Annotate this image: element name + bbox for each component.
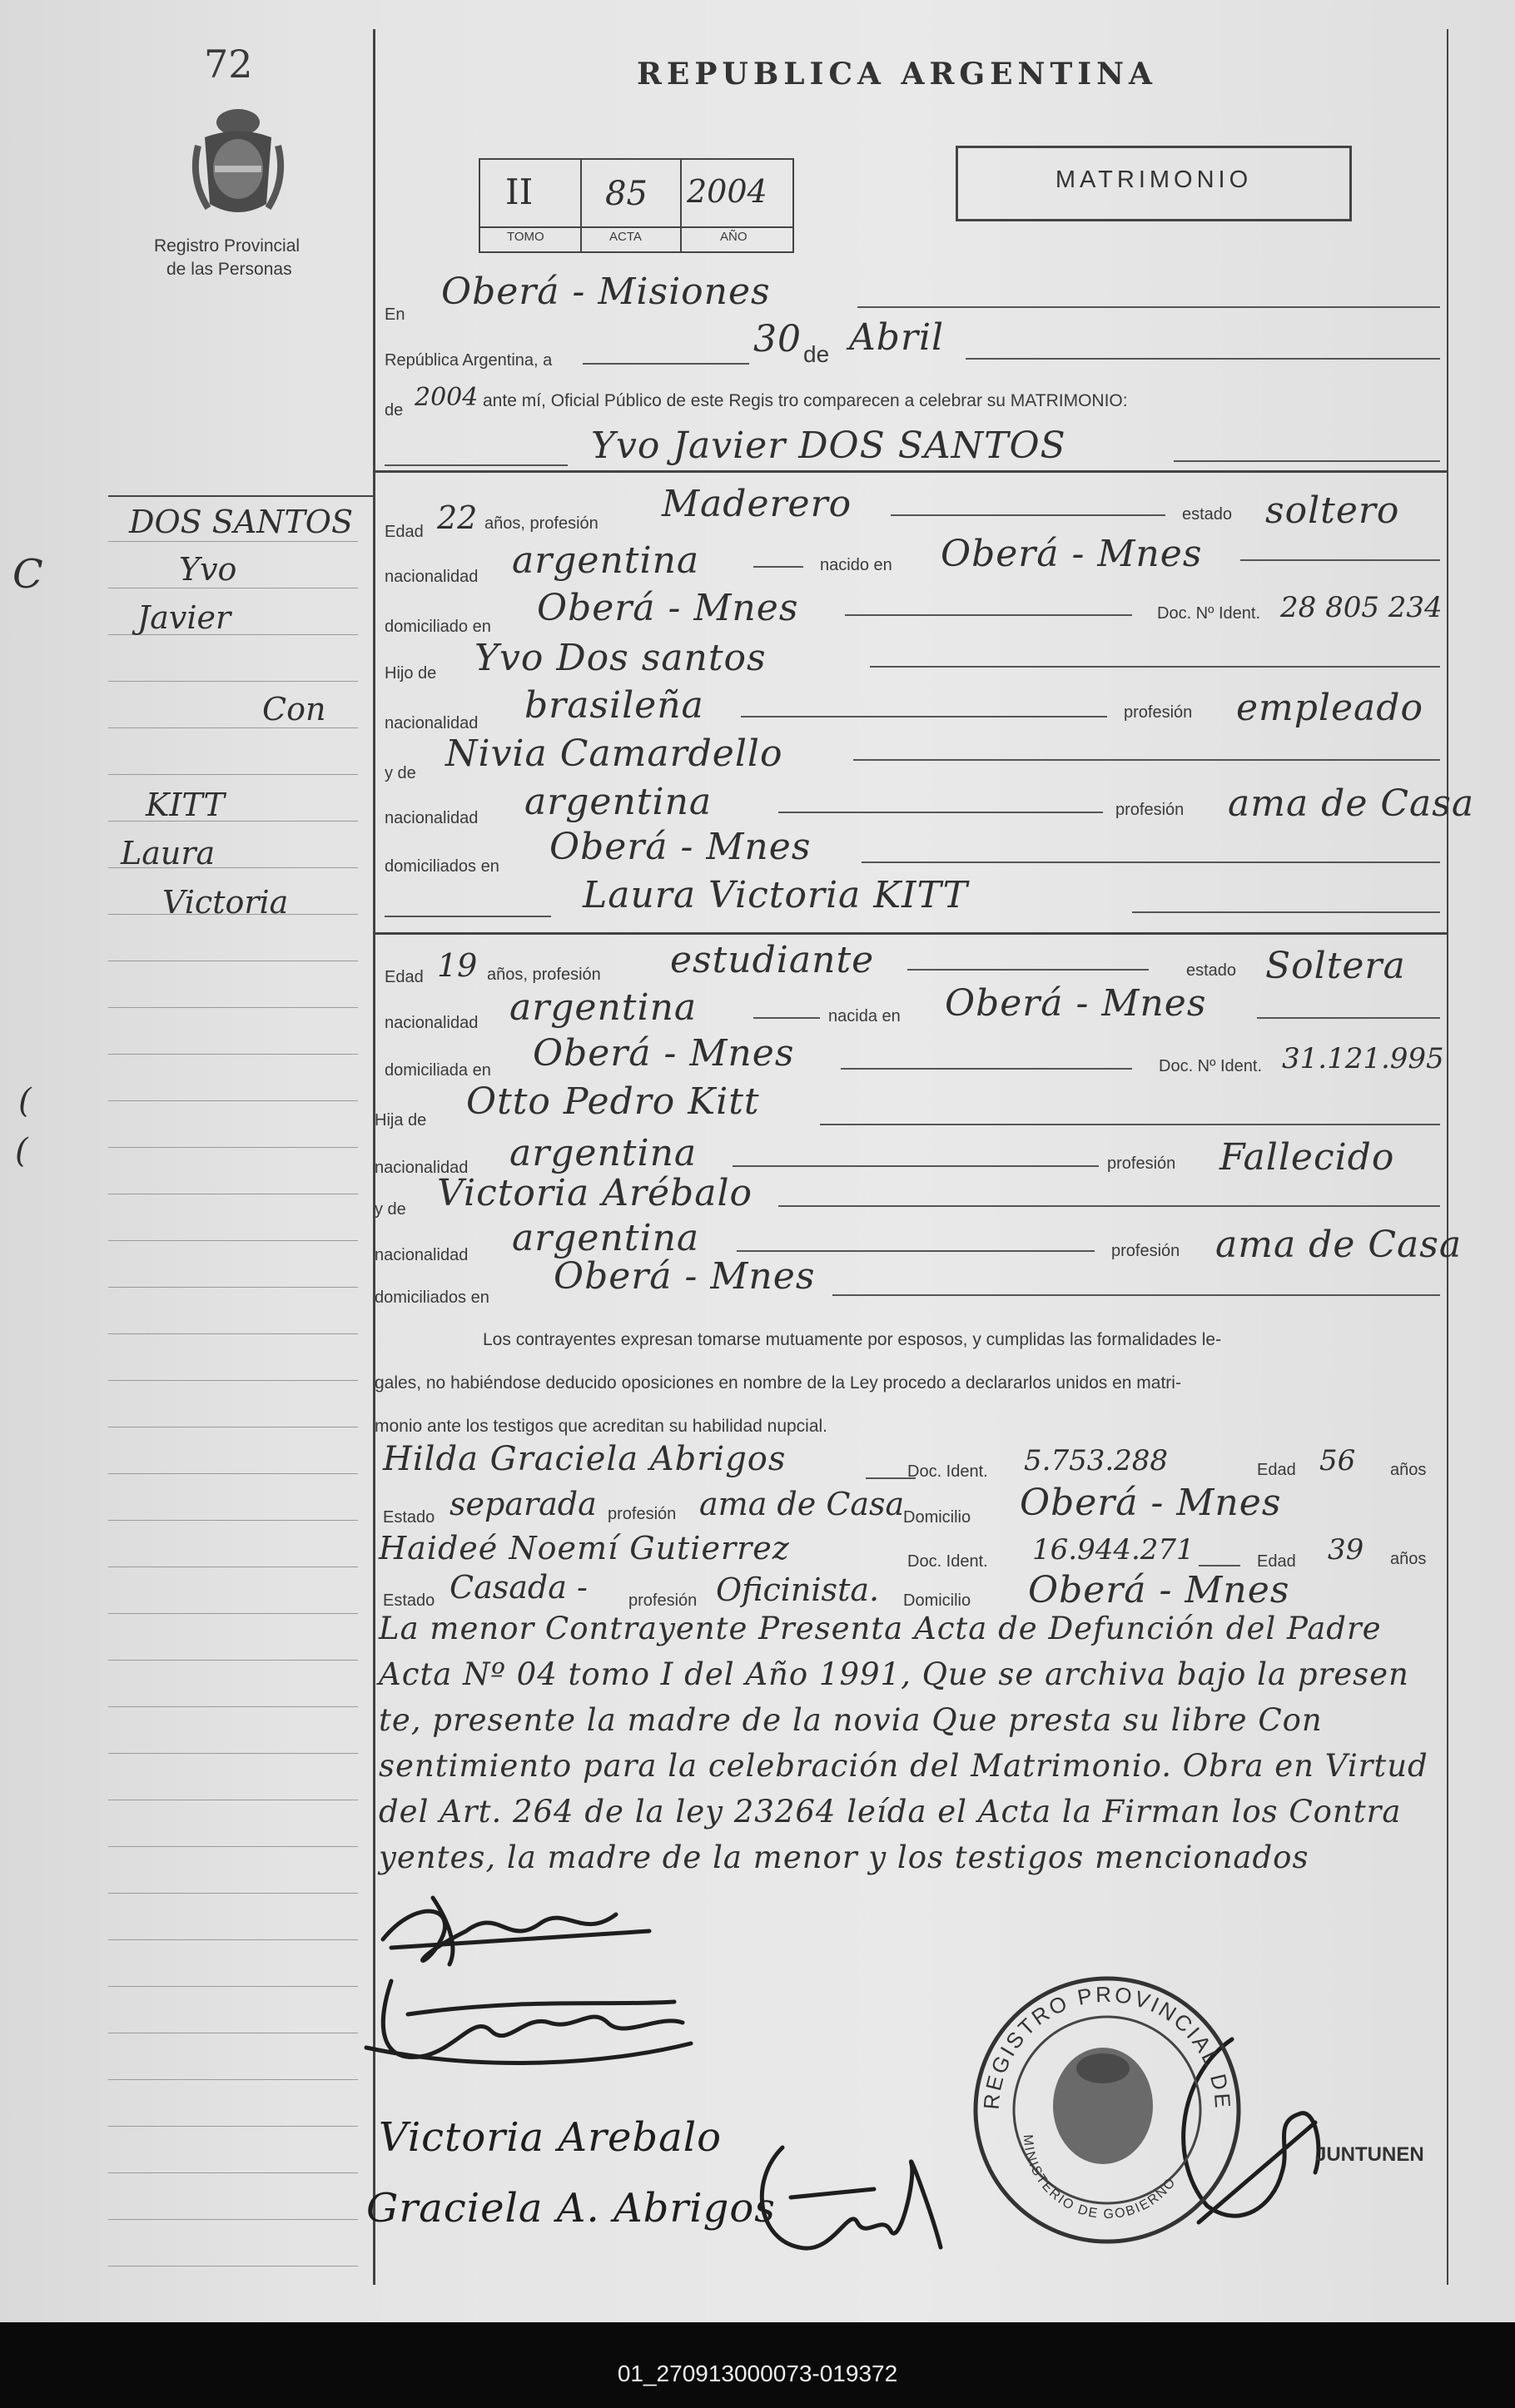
record-type-box (956, 146, 1352, 221)
witness2-name: Haideé Noemí Gutierrez (379, 1530, 790, 1566)
witness2-doc-label: Doc. Ident. (907, 1552, 988, 1571)
witness1-domicilio: Oberá - Mnes (1020, 1482, 1282, 1524)
groom-father-nac-label: nacionalidad (385, 714, 479, 732)
bride-profesion: estudiante (670, 939, 875, 981)
bride-doc: 31.121.995 (1282, 1042, 1444, 1075)
tomo-value: II (505, 171, 534, 212)
note-line: te, presente la madre de la novia Que presta su libre Con (379, 1702, 1323, 1738)
bride-nacida-label: nacida en (828, 1007, 901, 1025)
witness2-domicilio: Oberá - Mnes (1028, 1569, 1290, 1611)
note-line: del Art. 264 de la ley 23264 leída el Acta la Firman los Contra (379, 1794, 1402, 1830)
groom-dom-label: domiciliado en (385, 618, 491, 636)
bride-mother-prof: ama de Casa (1215, 1224, 1463, 1266)
bride-father-nac-label: nacionalidad (375, 1159, 469, 1177)
bride-estado: Soltera (1265, 945, 1406, 987)
bride-estado-label: estado (1186, 961, 1237, 980)
witness2-anos-label: años (1390, 1550, 1427, 1568)
witness2-estado: Casada - (450, 1569, 588, 1606)
official-seal (966, 1969, 1249, 2252)
groom-full-name: Yvo Javier DOS SANTOS (591, 425, 1066, 467)
body-text-line2: gales, no habiéndose deducido oposiciones en nombre de la Ley procedo a declararlos unidos en matri- (375, 1373, 1181, 1393)
witness1-edad: 56 (1319, 1444, 1356, 1477)
signature-bride (358, 1964, 708, 2073)
witness2-edad: 39 (1328, 1533, 1364, 1566)
country-title: REPUBLICA ARGENTINA (637, 57, 1157, 92)
registration-table (479, 158, 794, 253)
bride-dom-label: domiciliada en (385, 1061, 491, 1080)
groom-parents-dom-label: domiciliados en (385, 857, 499, 876)
witness1-estado-label: Estado (383, 1508, 435, 1527)
section-divider-groom (373, 470, 1447, 473)
margin-top-rule (108, 495, 373, 497)
anio-value: 2004 (687, 173, 767, 210)
margin-rule (108, 2079, 358, 2080)
bride-parents-dom: Oberá - Mnes (554, 1255, 816, 1298)
bride-parents-dom-label: domiciliados en (375, 1288, 489, 1307)
bride-mother-nac: argentina (512, 1217, 700, 1259)
margin-rule (108, 1986, 358, 1987)
margin-rule (108, 1846, 358, 1847)
groom-edad-label: Edad (385, 523, 424, 541)
margin-mark-paren-1: ( (18, 1082, 32, 1120)
year-prefix: de (385, 401, 404, 420)
groom-father-prof: empleado (1236, 687, 1423, 729)
note-line: yentes, la madre de la menor y los testigos mencionados (379, 1840, 1309, 1875)
groom-mother-nac: argentina (524, 781, 713, 823)
groom-doc-label: Doc. Nº Ident. (1157, 604, 1261, 623)
groom-father-prof-label: profesión (1124, 703, 1193, 722)
witness1-profesion-label: profesión (608, 1505, 677, 1523)
bride-father: Otto Pedro Kitt (466, 1080, 760, 1123)
tomo-label: TOMO (507, 230, 544, 244)
margin-rule (108, 1147, 358, 1148)
day: 30 (753, 318, 802, 360)
margin-rule (108, 1660, 358, 1661)
bride-mother-nac-label: nacionalidad (375, 1246, 469, 1264)
groom-edad: 22 (437, 499, 478, 536)
groom-profesion: Maderero (662, 483, 852, 525)
right-border (1447, 29, 1448, 2285)
acta-value: 85 (605, 175, 648, 213)
witness1-doc-label: Doc. Ident. (907, 1462, 988, 1481)
note-line: sentimiento para la celebración del Matrimonio. Obra en Virtud (379, 1748, 1428, 1784)
witness2-estado-label: Estado (383, 1591, 435, 1610)
margin-rule (108, 1706, 358, 1707)
witness2-doc: 16.944.271 (1032, 1533, 1195, 1566)
witness2-domicilio-label: Domicilio (903, 1591, 971, 1610)
groom-mother-nac-label: nacionalidad (385, 809, 479, 827)
margin-name-line: Con (262, 691, 326, 727)
margin-rule (108, 1753, 358, 1754)
record-type-label: MATRIMONIO (1055, 166, 1253, 193)
seal-text: REGISTRO PROVINCIAL DE (978, 1981, 1236, 2112)
body-text-line1: Los contrayentes expresan tomarse mutuamente por esposos, y cumplidas las formalidades le- (483, 1330, 1222, 1349)
groom-father-nac: brasileña (524, 684, 704, 727)
groom-parents-dom: Oberá - Mnes (549, 826, 812, 868)
de-label: de (803, 341, 830, 367)
witness1-name: Hilda Graciela Abrigos (383, 1440, 787, 1478)
bride-anos-profesion-label: años, profesión (487, 966, 601, 984)
witness1-edad-label: Edad (1257, 1461, 1296, 1479)
signature-groom (366, 1881, 699, 1973)
signature-witness: Graciela A. Abrigos (366, 2185, 776, 2232)
margin-rule (108, 2219, 358, 2220)
bride-mother: Victoria Arébalo (437, 1172, 753, 1214)
republica-label: República Argentina, a (385, 351, 553, 370)
groom-mother-prof-label: profesión (1115, 801, 1185, 819)
witness1-doc: 5.753.288 (1024, 1444, 1169, 1477)
body-text-line3: monio ante los testigos que acreditan su habilidad nupcial. (375, 1417, 828, 1436)
margin-rule (108, 541, 358, 542)
intro-statement: ante mí, Oficial Público de este Regis tro comparecen a celebrar su MATRIMONIO: (483, 391, 1128, 410)
bride-domicilio: Oberá - Mnes (533, 1032, 795, 1075)
margin-name-line: Yvo (179, 551, 237, 588)
groom-domicilio: Oberá - Mnes (537, 587, 799, 629)
bride-doc-label: Doc. Nº Ident. (1159, 1057, 1263, 1075)
en-label: En (385, 305, 405, 324)
seal-subtext: MINISTERIO DE GOBIERNO (1020, 2133, 1180, 2222)
groom-father: Yvo Dos santos (474, 637, 767, 679)
witness1-estado: separada (450, 1486, 597, 1522)
bride-father-nac: argentina (509, 1132, 698, 1174)
margin-rule (108, 2172, 358, 2173)
stamp-text: JUNTUNEN (1315, 2143, 1424, 2166)
margin-rule (108, 1613, 358, 1614)
note-line: Acta Nº 04 tomo I del Año 1991, Que se archiva bajo la presen (379, 1656, 1409, 1692)
bride-hija-label: Hija de (375, 1111, 427, 1130)
registry-name-line2: de las Personas (166, 260, 292, 279)
witness1-domicilio-label: Domicilio (903, 1508, 971, 1527)
margin-mark-c: C (12, 551, 44, 598)
acta-label: ACTA (609, 230, 642, 244)
section-divider-bride (373, 932, 1447, 935)
margin-name-line: Laura (121, 835, 216, 871)
margin-name-line: Javier (137, 599, 231, 636)
coat-of-arms-icon (190, 104, 286, 221)
bride-nac-label: nacionalidad (385, 1014, 479, 1032)
folio-number: 72 (204, 42, 253, 87)
margin-rule (108, 2126, 358, 2127)
margin-rule (108, 1520, 358, 1521)
margin-rule (108, 1240, 358, 1241)
bride-yde-label: y de (375, 1200, 406, 1219)
bride-full-name: Laura Victoria KITT (583, 874, 969, 916)
footer-id: 01_270913000073-019372 (617, 2361, 898, 2386)
groom-mother: Nivia Camardello (445, 732, 783, 775)
bride-edad: 19 (437, 947, 478, 984)
signature-witness-2 (733, 2131, 949, 2264)
bride-father-prof: Fallecido (1219, 1136, 1395, 1179)
witness2-edad-label: Edad (1257, 1552, 1296, 1571)
margin-rule (108, 1054, 358, 1055)
groom-doc: 28 805 234 (1280, 591, 1443, 624)
groom-mother-prof: ama de Casa (1228, 782, 1475, 825)
note-line: La menor Contrayente Presenta Acta de Defunción del Padre (379, 1611, 1382, 1646)
margin-name-line: KITT (146, 787, 225, 823)
bride-mother-prof-label: profesión (1111, 1242, 1180, 1260)
place: Oberá - Misiones (441, 271, 771, 313)
groom-hijo-label: Hijo de (385, 664, 437, 683)
margin-rule (108, 1380, 358, 1381)
margin-mark-paren-2: ( (15, 1132, 29, 1170)
margin-rule (108, 681, 358, 682)
margin-rule (108, 1100, 358, 1101)
margin-name-line: DOS SANTOS (129, 504, 353, 540)
registry-name-line1: Registro Provincial (154, 236, 301, 256)
bride-edad-label: Edad (385, 968, 424, 986)
witness1-profesion: ama de Casa (699, 1486, 905, 1522)
margin-rule (108, 1893, 358, 1894)
witness1-anos-label: años (1390, 1461, 1427, 1479)
bride-nacionalidad: argentina (509, 986, 698, 1029)
groom-estado-label: estado (1182, 505, 1233, 524)
margin-rule (108, 1473, 358, 1474)
margin-rule (108, 727, 358, 728)
witness2-profesion: Oficinista. (716, 1571, 880, 1608)
margin-rule (108, 1287, 358, 1288)
year: 2004 (415, 383, 479, 412)
groom-nacido-label: nacido en (820, 556, 892, 574)
groom-nac-label: nacionalidad (385, 568, 479, 586)
groom-nacido: Oberá - Mnes (941, 533, 1203, 575)
month: Abril (849, 316, 945, 359)
margin-rule (108, 1566, 358, 1567)
groom-anos-profesion-label: años, profesión (484, 514, 599, 533)
witness2-profesion-label: profesión (628, 1591, 698, 1610)
anio-label: AÑO (720, 230, 748, 244)
margin-rule (108, 1939, 358, 1940)
groom-nacionalidad: argentina (512, 539, 700, 582)
margin-rule (108, 774, 358, 775)
margin-rule (108, 1007, 358, 1008)
groom-estado: soltero (1265, 489, 1400, 532)
groom-yde-label: y de (385, 764, 416, 782)
signature-mother: Victoria Arebalo (379, 2114, 723, 2161)
bride-father-prof-label: profesión (1107, 1154, 1176, 1173)
margin-name-line: Victoria (162, 884, 289, 921)
margin-rule (108, 1333, 358, 1334)
bride-nacida: Oberá - Mnes (945, 982, 1207, 1025)
